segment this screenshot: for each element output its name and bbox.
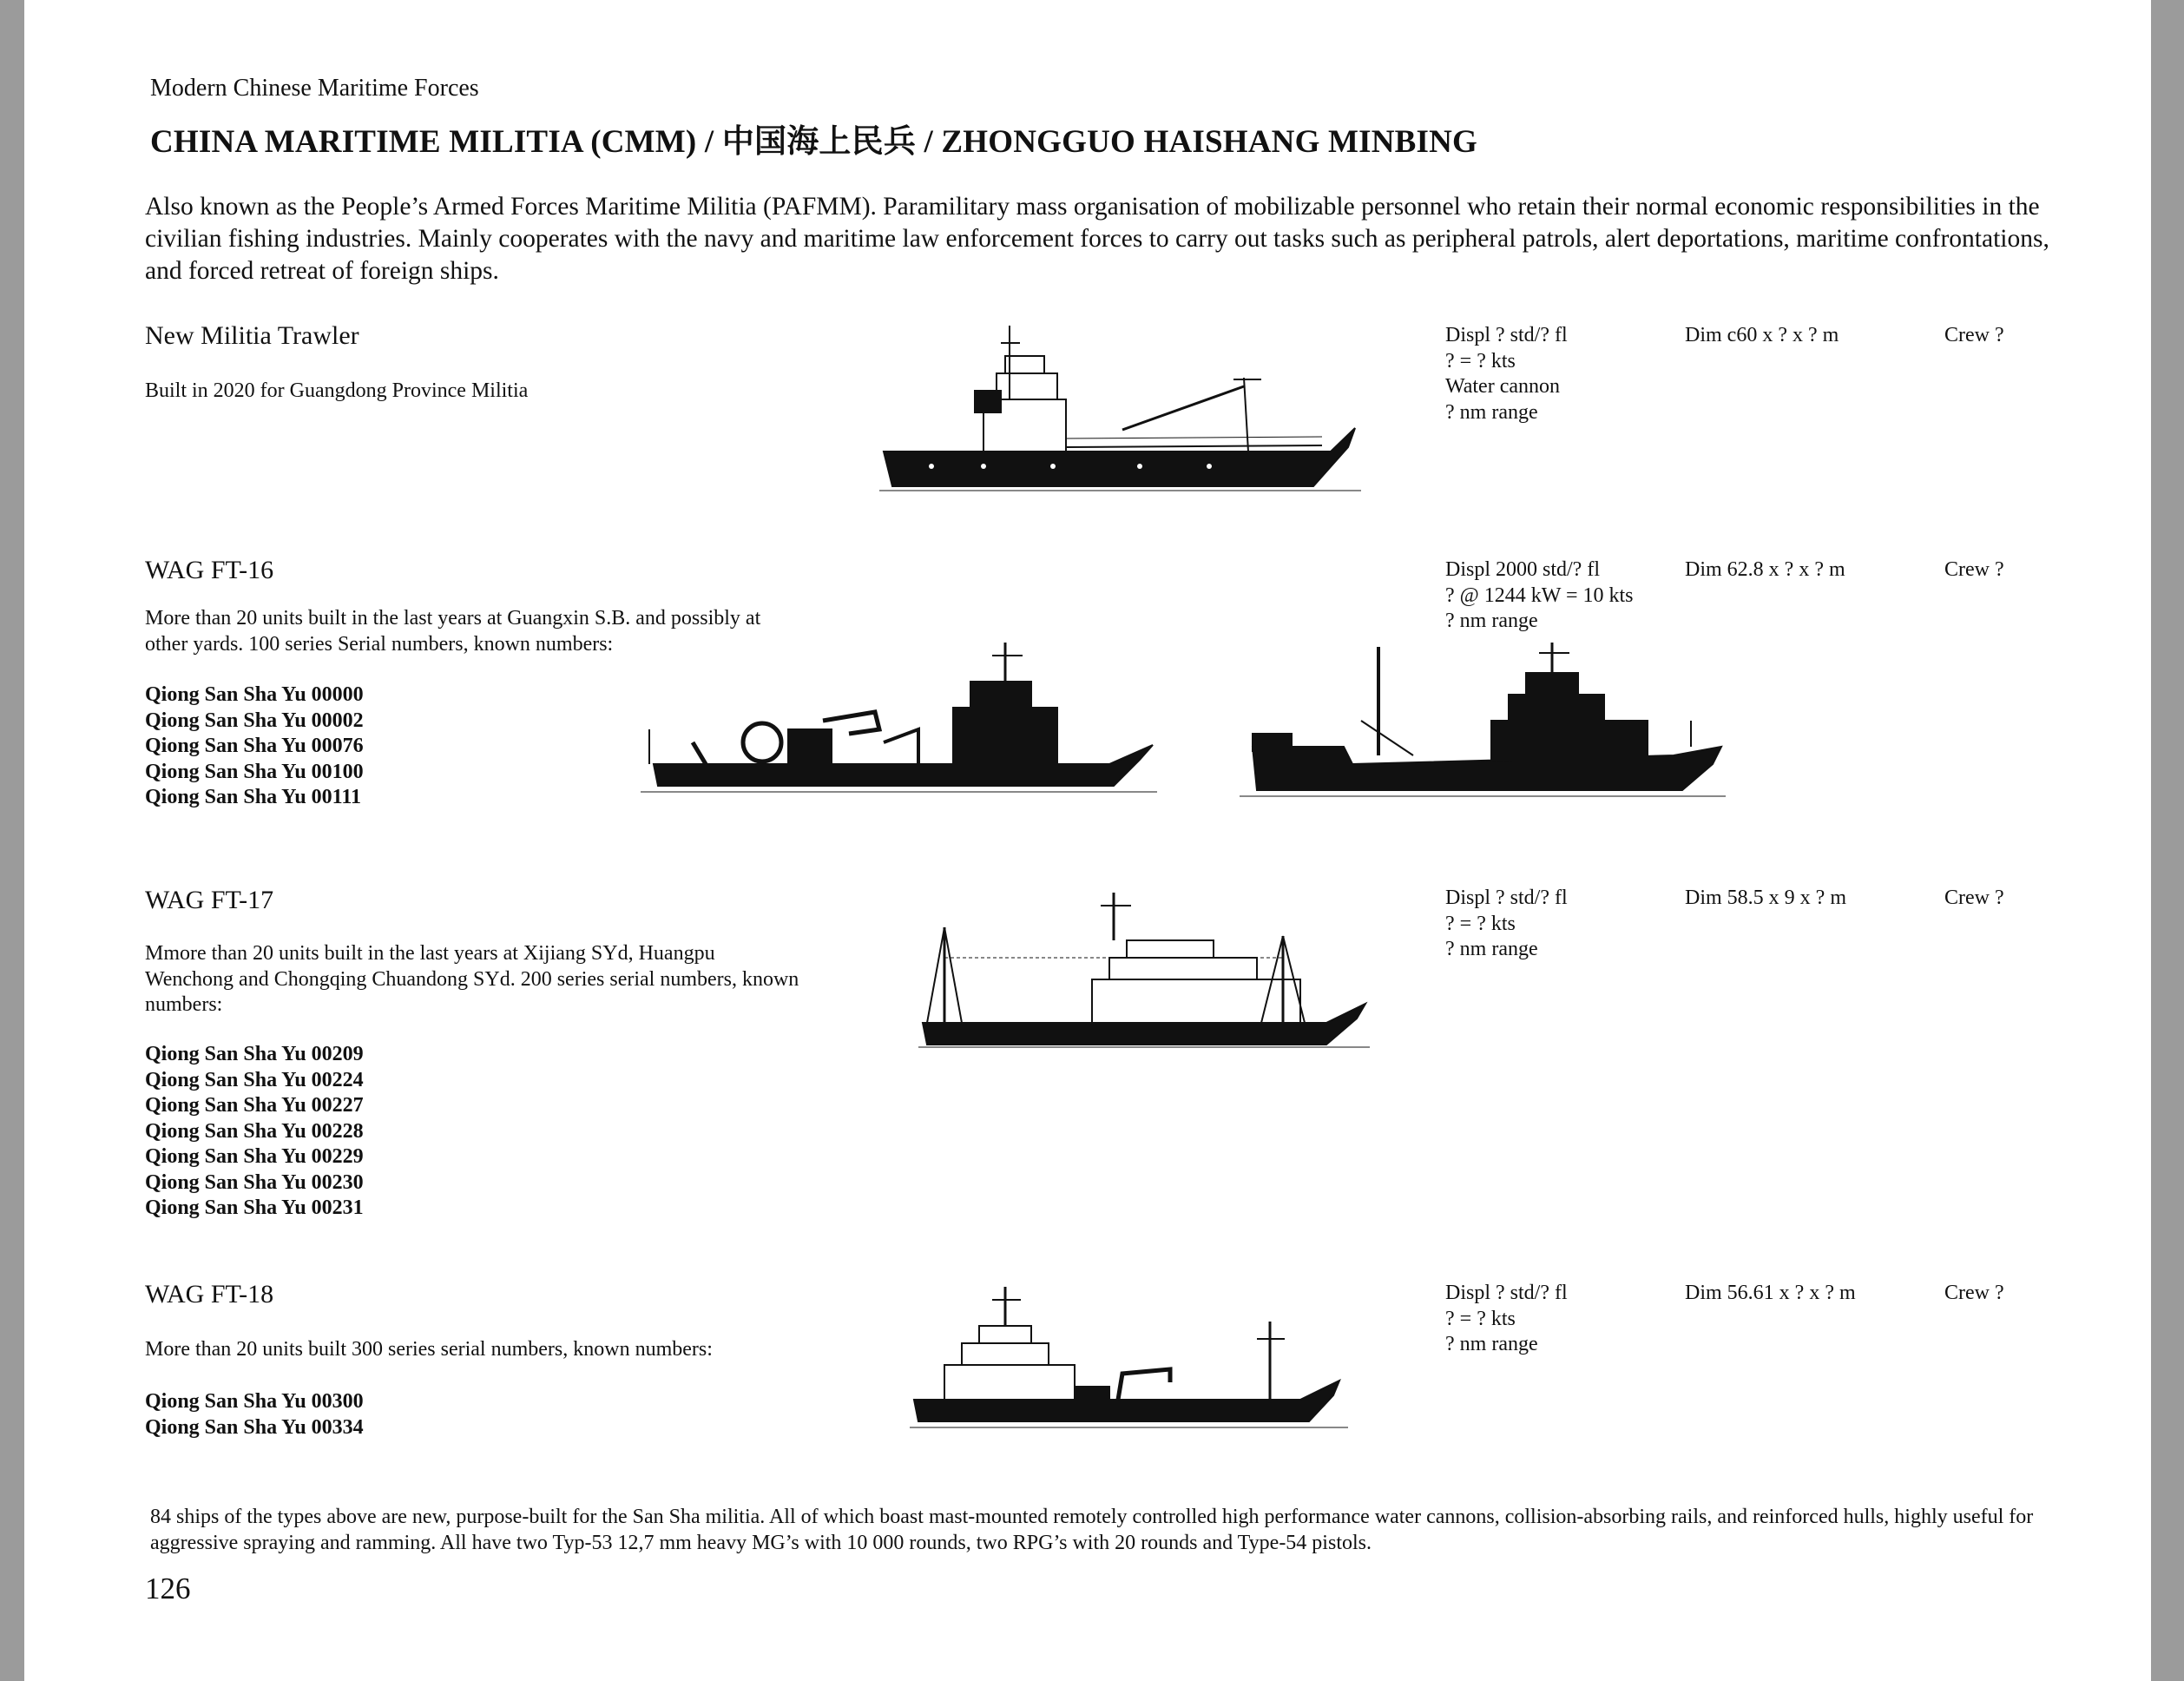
spec-line: Displ ? std/? fl <box>1445 887 1568 909</box>
class-specs <box>1445 323 1568 425</box>
class-crew: Crew ? <box>1944 1282 2004 1304</box>
spec-line: Water cannon <box>1445 375 1560 398</box>
class-name: WAG FT-17 <box>145 886 274 914</box>
class-description: Built in 2020 for Guangdong Province Militia <box>145 379 529 402</box>
trawler-silhouette-icon <box>879 326 1361 495</box>
unit-list <box>145 1042 364 1222</box>
list-item: Qiong San Sha Yu 00227 <box>145 1094 364 1117</box>
page-number: 126 <box>145 1572 191 1605</box>
series-title: Modern Chinese Maritime Forces <box>150 75 479 102</box>
ship-silhouette-icon <box>641 643 1157 799</box>
spec-line: ? = ? kts <box>1445 1307 1516 1330</box>
list-item: Qiong San Sha Yu 00228 <box>145 1119 364 1143</box>
class-dimensions: Dim 56.61 x ? x ? m <box>1685 1282 1856 1304</box>
spec-line: ? nm range <box>1445 938 1538 960</box>
class-name: WAG FT-18 <box>145 1280 274 1309</box>
unit-list <box>145 682 364 811</box>
spec-line: ? nm range <box>1445 400 1538 424</box>
list-item: Qiong San Sha Yu 00002 <box>145 709 364 732</box>
list-item: Qiong San Sha Yu 00000 <box>145 683 364 706</box>
list-item: Qiong San Sha Yu 00229 <box>145 1145 364 1168</box>
list-item: Qiong San Sha Yu 00230 <box>145 1170 364 1194</box>
intro-paragraph: Also known as the People’s Armed Forces Maritime Militia (PAFMM). Paramilitary mass organisation of mobilizable personnel who retain their normal economic responsibilities in the civilian fishing industries. Mainly cooperates with the navy and maritime law enforcement forces to carry out tasks such as peripheral patrols, alert deportations, maritime confrontations, and forced retreat of foreign ships. <box>145 193 2049 285</box>
page-title: CHINA MARITIME MILITIA (CMM) / 中国海上民兵 / ZHONGGUO HAISHANG MINBING <box>150 124 1478 160</box>
class-dimensions: Dim 62.8 x ? x ? m <box>1685 558 1845 581</box>
class-name: WAG FT-16 <box>145 556 274 584</box>
ship-silhouette-icon <box>1240 643 1726 803</box>
spec-line: Displ 2000 std/? fl <box>1445 558 1600 581</box>
footer-note: 84 ships of the types above are new, purpose-built for the San Sha militia. All of which boast mast-mounted remotely controlled high performance water cannons, collision-absorbing rails, and reinforced hulls, highly useful for aggressive spraying and ramming. All have two Typ-53 12,7 mm heavy MG’s with 10 000 rounds, two RPG’s with 20 rounds and Type-54 pistols. <box>150 1506 2034 1554</box>
class-crew: Crew ? <box>1944 887 2004 909</box>
list-item: Qiong San Sha Yu 00300 <box>145 1390 364 1413</box>
spec-line: ? nm range <box>1445 1333 1538 1355</box>
class-crew: Crew ? <box>1944 324 2004 346</box>
list-item: Qiong San Sha Yu 00231 <box>145 1196 364 1219</box>
spec-line: ? nm range <box>1445 610 1538 632</box>
class-crew: Crew ? <box>1944 558 2004 581</box>
list-item: Qiong San Sha Yu 00111 <box>145 786 362 808</box>
spec-line: Displ ? std/? fl <box>1445 324 1568 346</box>
spec-line: Displ ? std/? fl <box>1445 1282 1568 1304</box>
ship-silhouette-icon <box>910 1287 1348 1434</box>
list-item: Qiong San Sha Yu 00334 <box>145 1415 364 1439</box>
spec-line: ? = ? kts <box>1445 912 1516 935</box>
document-page <box>24 0 2151 1681</box>
spec-line: ? = ? kts <box>1445 349 1516 372</box>
list-item: Qiong San Sha Yu 00100 <box>145 760 364 783</box>
class-description: Mmore than 20 units built in the last years at Xijiang SYd, Huangpu Wenchong and Chongqing Chuandong SYd. 200 series serial numbers, known numbers: <box>145 942 799 1016</box>
class-specs <box>1445 1281 1568 1358</box>
class-description: More than 20 units built in the last years at Guangxin S.B. and possibly at other yards. 100 series Serial numbers, known numbers: <box>145 607 761 656</box>
class-description: More than 20 units built 300 series serial numbers, known numbers: <box>145 1338 713 1361</box>
class-specs <box>1445 886 1568 963</box>
list-item: Qiong San Sha Yu 00076 <box>145 735 364 757</box>
class-specs <box>1445 557 1634 635</box>
unit-list <box>145 1389 364 1440</box>
ship-silhouette-icon <box>918 893 1370 1053</box>
class-name: New Militia Trawler <box>145 321 359 350</box>
list-item: Qiong San Sha Yu 00224 <box>145 1068 364 1091</box>
list-item: Qiong San Sha Yu 00209 <box>145 1043 364 1065</box>
class-dimensions: Dim c60 x ? x ? m <box>1685 324 1839 346</box>
spec-line: ? @ 1244 kW = 10 kts <box>1445 583 1634 607</box>
class-dimensions: Dim 58.5 x 9 x ? m <box>1685 887 1846 909</box>
